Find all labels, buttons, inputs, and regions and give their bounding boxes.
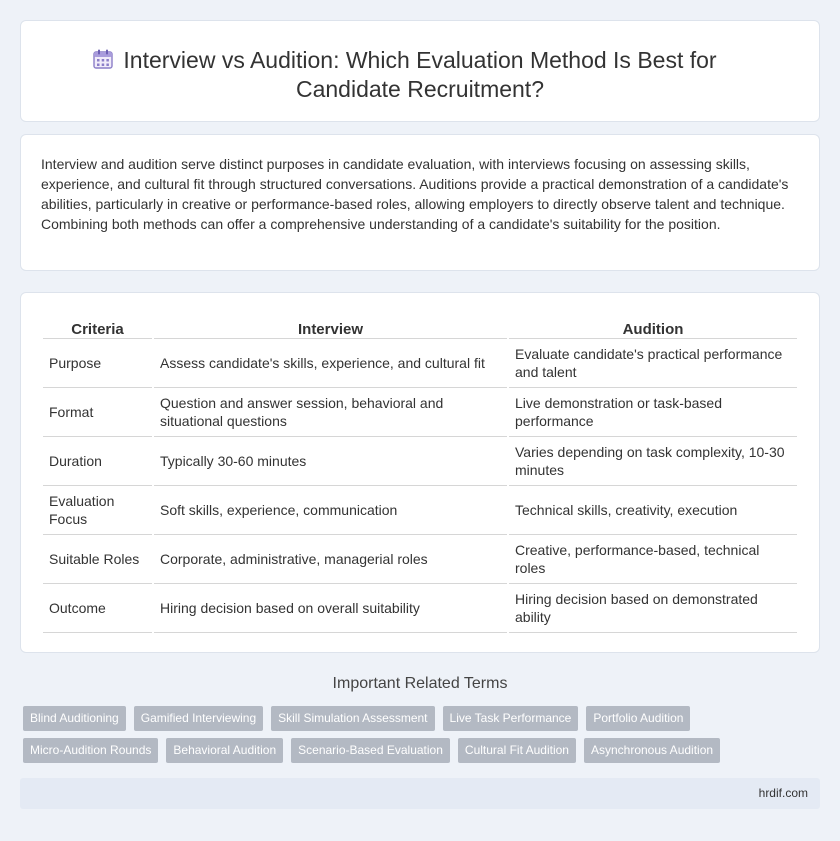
cell-interview: Assess candidate's skills, experience, and cultural fit <box>153 338 508 387</box>
tag-micro-audition-rounds[interactable]: Micro-Audition Rounds <box>23 738 158 763</box>
cell-interview: Typically 30-60 minutes <box>153 436 508 485</box>
tag-cultural-fit-audition[interactable]: Cultural Fit Audition <box>458 738 576 763</box>
comparison-table <box>43 313 797 633</box>
cell-audition: Technical skills, creativity, execution <box>508 485 797 534</box>
tag-live-task-performance[interactable]: Live Task Performance <box>443 706 579 731</box>
cell-audition: Live demonstration or task-based performance <box>508 387 797 436</box>
tag-behavioral-audition[interactable]: Behavioral Audition <box>166 738 283 763</box>
cell-audition: Varies depending on task complexity, 10-30 minutes <box>508 436 797 485</box>
cell-criteria: Duration <box>43 436 153 485</box>
intro-card <box>20 134 820 271</box>
cell-interview: Corporate, administrative, managerial roles <box>153 534 508 583</box>
table-row <box>43 583 797 632</box>
table-row <box>43 387 797 436</box>
intro-paragraph: Interview and audition serve distinct purposes in candidate evaluation, with interviews focusing on assessing skills, experience, and cultural fit through structured conversations. Auditions provide a practical demonstration of a candidate's abilities, particularly in creative or performance-based roles, allowing employers to directly observe talent and technique. Combining both methods can offer a comprehensive understanding of a candidate's suitability for the position. <box>41 156 789 232</box>
cell-interview: Soft skills, experience, communication <box>153 485 508 534</box>
cell-audition: Creative, performance-based, technical roles <box>508 534 797 583</box>
header-interview: Interview <box>153 313 508 338</box>
cell-criteria: Evaluation Focus <box>43 485 153 534</box>
cell-criteria: Suitable Roles <box>43 534 153 583</box>
cell-audition: Evaluate candidate's practical performance and talent <box>508 338 797 387</box>
cell-criteria: Format <box>43 387 153 436</box>
page-title <box>21 46 819 104</box>
tag-portfolio-audition[interactable]: Portfolio Audition <box>586 706 690 731</box>
tag-blind-auditioning[interactable]: Blind Auditioning <box>23 706 126 731</box>
cell-audition: Hiring decision based on demonstrated ability <box>508 583 797 632</box>
cell-interview: Question and answer session, behavioral and situational questions <box>153 387 508 436</box>
table-header-row <box>43 313 797 338</box>
related-terms-row-2 <box>23 738 823 763</box>
cell-interview: Hiring decision based on overall suitability <box>153 583 508 632</box>
footer <box>20 778 820 809</box>
title-card <box>20 20 820 122</box>
cell-criteria: Purpose <box>43 338 153 387</box>
table-row <box>43 338 797 387</box>
tag-asynchronous-audition[interactable]: Asynchronous Audition <box>584 738 720 763</box>
related-terms-row-1 <box>23 706 823 731</box>
tag-gamified-interviewing[interactable]: Gamified Interviewing <box>134 706 263 731</box>
tag-scenario-based-evaluation[interactable]: Scenario-Based Evaluation <box>291 738 450 763</box>
header-criteria: Criteria <box>43 313 153 338</box>
table-row <box>43 534 797 583</box>
table-row <box>43 436 797 485</box>
cell-criteria: Outcome <box>43 583 153 632</box>
page-title-line-2: Candidate Recruitment? <box>295 76 544 102</box>
tag-skill-simulation-assessment[interactable]: Skill Simulation Assessment <box>271 706 434 731</box>
page-title-line-1: Interview vs Audition: Which Evaluation Method Is Best for <box>123 47 717 73</box>
comparison-card <box>20 292 820 653</box>
footer-site-link[interactable]: hrdif.com <box>758 786 808 800</box>
related-terms-title: Important Related Terms <box>332 675 508 692</box>
header-audition: Audition <box>508 313 797 338</box>
table-row <box>43 485 797 534</box>
